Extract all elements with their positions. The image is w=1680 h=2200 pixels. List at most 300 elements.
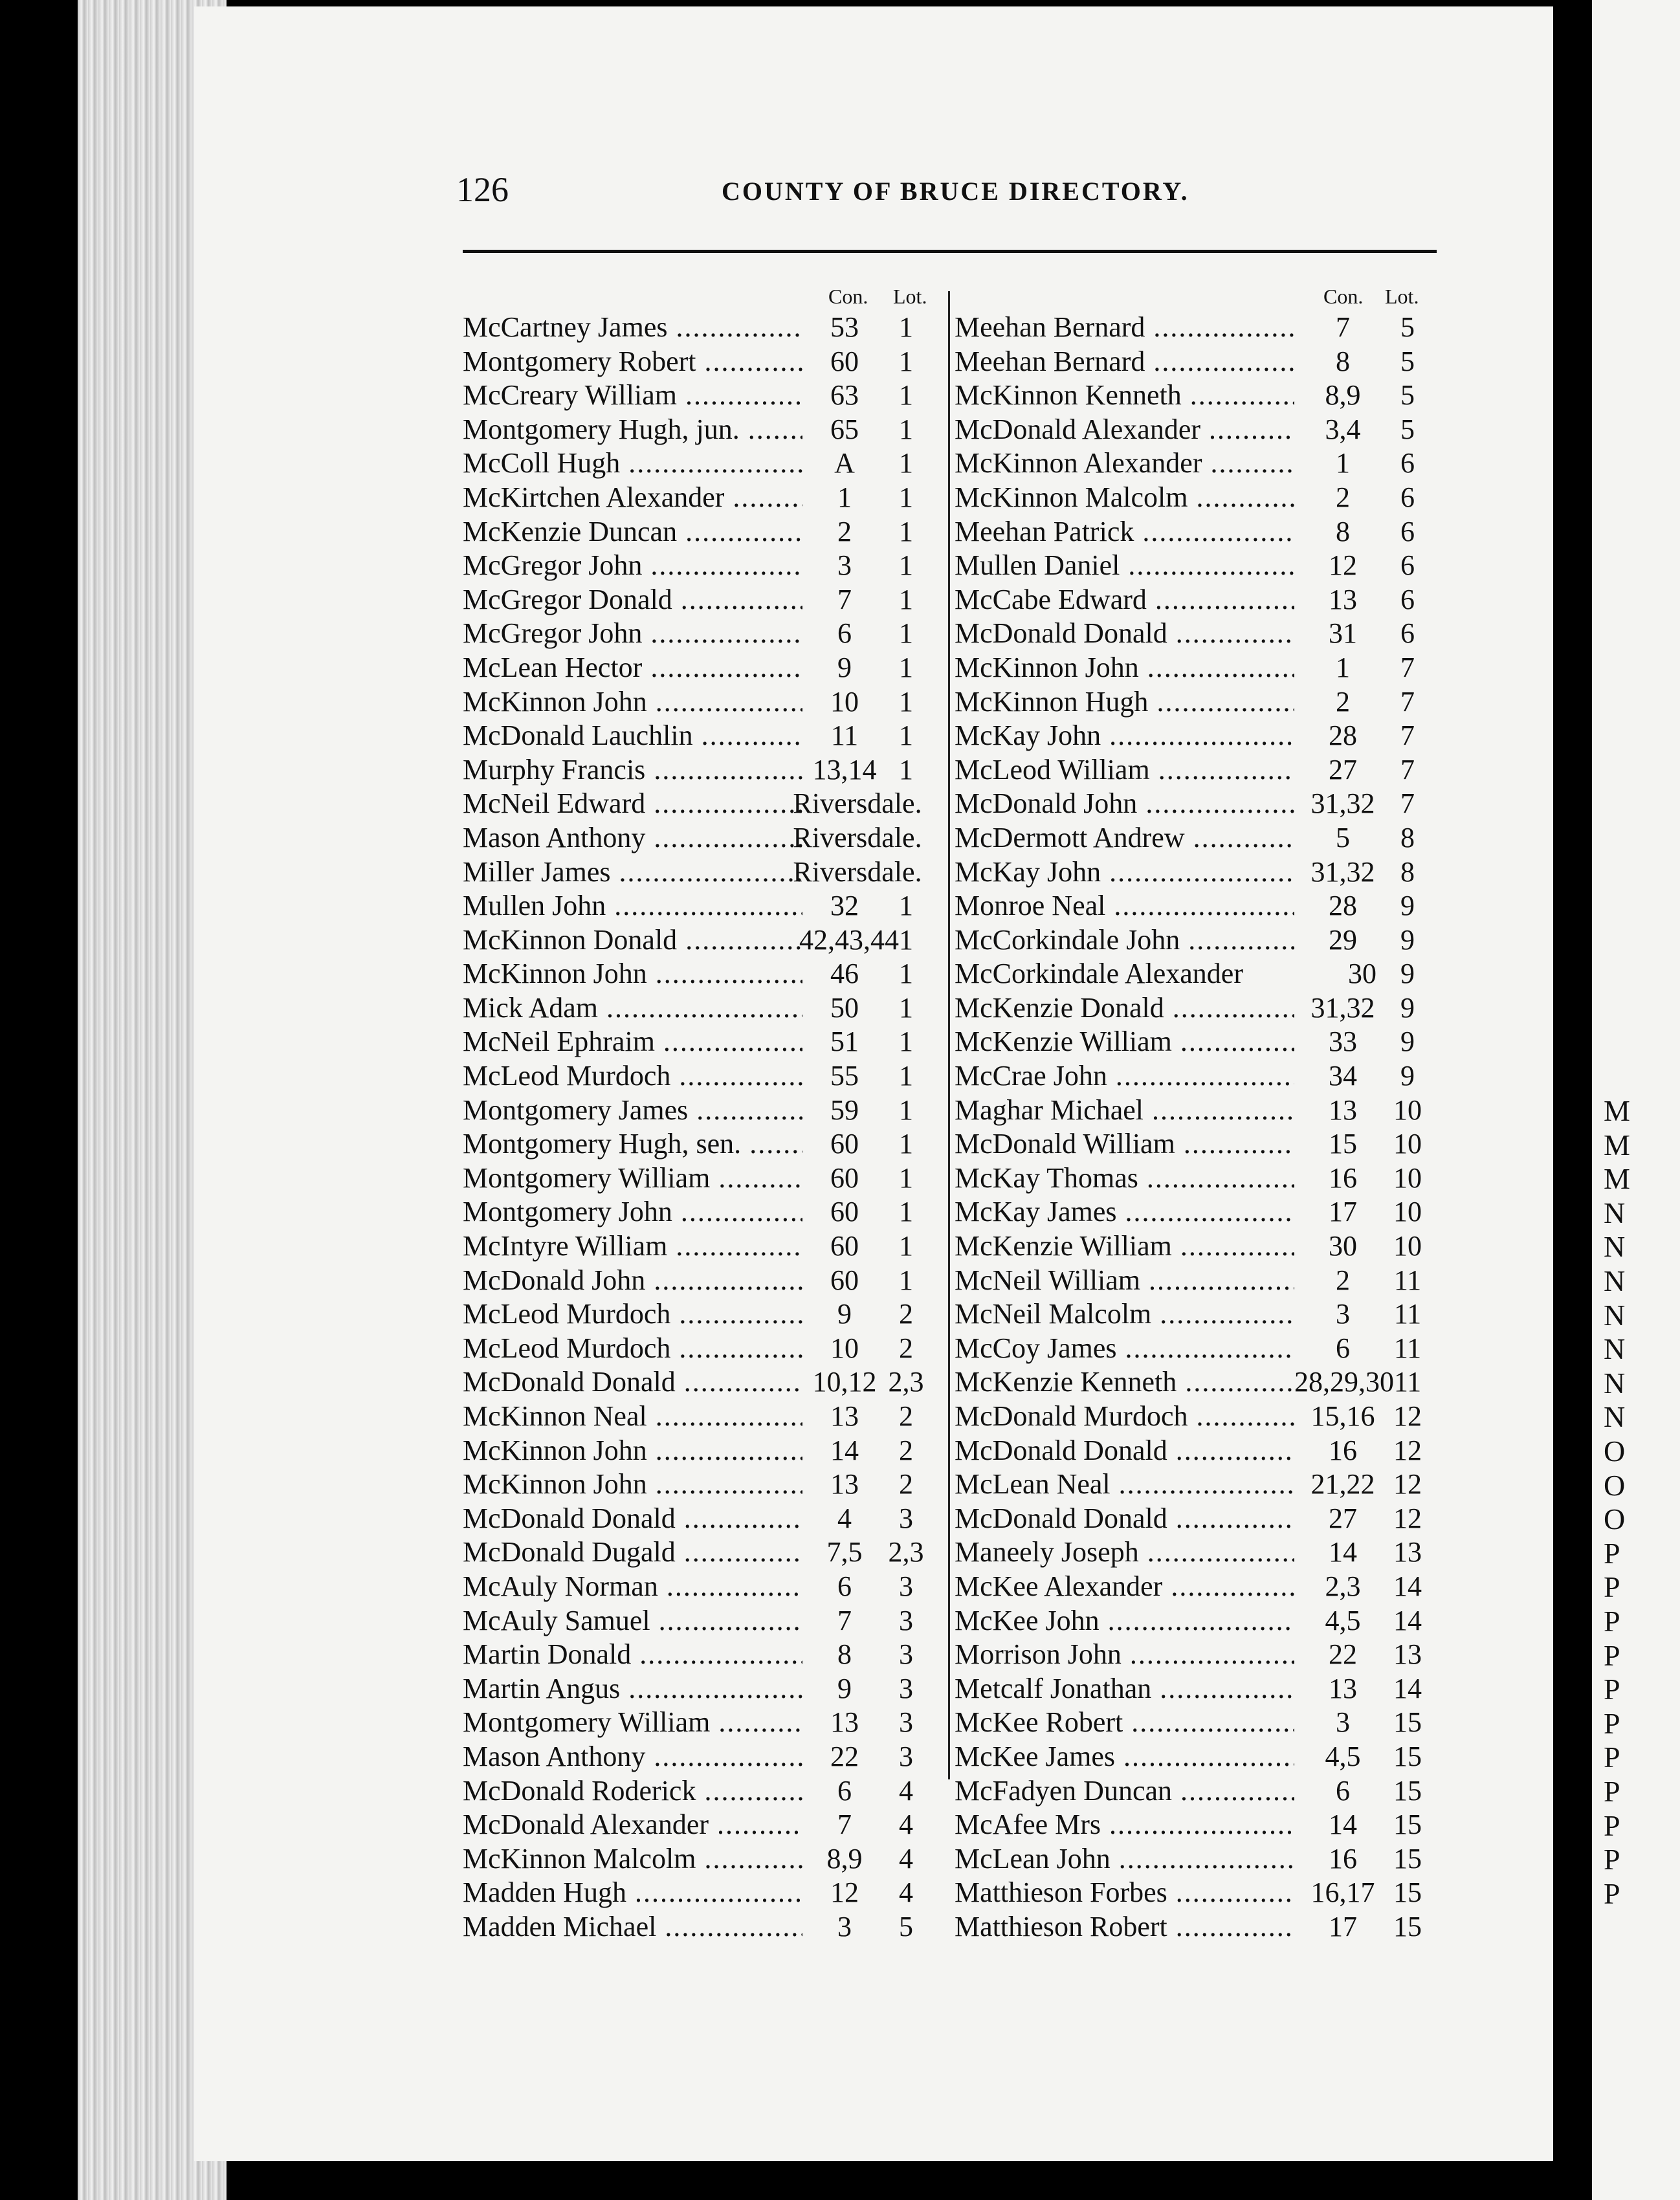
resident-name: Mick Adam .....	[463, 991, 802, 1025]
concession-value: 63	[830, 379, 859, 412]
resident-name: McDonald Lauchlin .....	[463, 719, 802, 753]
concession-value: 13	[1329, 1672, 1357, 1704]
concession-value: 1	[837, 481, 852, 513]
resident-name: McAuly Norman .....	[463, 1570, 802, 1603]
lot-value: 1	[899, 481, 913, 513]
facing-page-letter: O	[1604, 1435, 1626, 1468]
resident-name: McKirtchen Alexander .....	[463, 481, 802, 514]
concession-value: 21,22	[1310, 1468, 1375, 1501]
lot-value: 1	[899, 1264, 913, 1296]
lot-value: 1	[899, 1196, 913, 1228]
concession-value: 55	[830, 1060, 859, 1092]
list-item	[463, 1400, 942, 1434]
resident-name: McKinnon Malcolm .....	[955, 481, 1294, 514]
lot-value: 1	[899, 1094, 913, 1126]
concession-value: 10	[830, 1332, 859, 1364]
resident-name: McColl Hugh .....	[463, 446, 802, 480]
list-item	[955, 446, 1440, 481]
lot-value: 13	[1393, 1638, 1422, 1671]
resident-name: McLeod Murdoch .....	[463, 1059, 802, 1093]
lot-value: 9	[1400, 890, 1415, 922]
running-title: COUNTY OF BRUCE DIRECTORY.	[722, 177, 1189, 206]
lot-value: 1	[899, 651, 913, 683]
list-item	[463, 1025, 942, 1059]
resident-name: McLeod William .....	[955, 753, 1294, 787]
lot-value: 4	[899, 1774, 913, 1807]
lot-value: 5	[899, 1910, 913, 1942]
column-divider	[948, 291, 950, 1779]
resident-name: Meehan Patrick .....	[955, 515, 1294, 549]
list-item	[955, 1297, 1440, 1332]
concession-value: 9	[837, 1298, 852, 1330]
resident-name: Montgomery John .....	[463, 1195, 802, 1229]
lot-value: 14	[1393, 1604, 1422, 1636]
lot-value: 3	[899, 1740, 913, 1772]
concession-value: 50	[830, 991, 859, 1024]
resident-name: McCartney James .....	[463, 311, 802, 344]
lot-value: 7	[1400, 787, 1415, 820]
lot-value: 3	[899, 1604, 913, 1636]
resident-name: McNeil William .....	[955, 1264, 1294, 1297]
lot-value: 1	[899, 583, 913, 615]
list-item	[955, 1229, 1440, 1264]
list-item	[463, 855, 942, 890]
lot-value: 9	[1400, 958, 1415, 990]
resident-name: McKee James .....	[955, 1740, 1294, 1774]
concession-value: 13	[830, 1706, 859, 1739]
resident-name: Madden Michael .....	[463, 1910, 802, 1944]
lot-value: 1	[899, 311, 913, 343]
resident-name: McDonald John .....	[955, 787, 1294, 820]
list-item	[463, 1365, 942, 1400]
lot-value: 11	[1393, 1264, 1422, 1296]
lot-value: 1	[899, 720, 913, 752]
resident-name: Montgomery Hugh, sen. .....	[463, 1127, 802, 1161]
list-item	[955, 1774, 1440, 1809]
concession-value: 33	[1329, 1026, 1357, 1058]
list-item	[463, 1740, 942, 1774]
concession-value: 6	[1336, 1332, 1350, 1364]
list-item	[955, 345, 1440, 379]
list-item	[955, 1502, 1440, 1536]
resident-name: McKinnon Malcolm .....	[463, 1842, 802, 1876]
lot-value: 9	[1400, 1026, 1415, 1058]
resident-name: McKinnon John .....	[463, 1468, 802, 1501]
lot-value: 6	[1400, 447, 1415, 479]
directory-column-right	[955, 285, 1440, 1944]
lot-header: Lot.	[893, 285, 927, 308]
resident-name: McKinnon John .....	[463, 957, 802, 991]
list-item	[463, 1570, 942, 1604]
list-item	[955, 617, 1440, 651]
concession-value: 9	[837, 1672, 852, 1704]
resident-name: Matthieson Forbes .....	[955, 1876, 1294, 1909]
concession-value: 31,32	[1310, 787, 1375, 820]
list-item	[955, 1672, 1440, 1706]
lot-value: 1	[899, 685, 913, 718]
concession-value: 8	[1336, 515, 1350, 547]
lot-value: 1	[899, 447, 913, 479]
lot-value: 1	[899, 1060, 913, 1092]
list-item	[463, 345, 942, 379]
list-item	[463, 1332, 942, 1366]
lot-value: 10	[1393, 1196, 1422, 1228]
lot-value: 2	[899, 1434, 913, 1466]
concession-value: 13	[1329, 583, 1357, 615]
lot-value: 2	[899, 1400, 913, 1432]
lot-value: 6	[1400, 583, 1415, 615]
list-item	[463, 1535, 942, 1570]
facing-page-letter: M	[1604, 1128, 1630, 1161]
concession-value: 60	[830, 1230, 859, 1262]
concession-value: 15	[1329, 1128, 1357, 1160]
page-header	[456, 170, 1440, 215]
list-item	[955, 957, 1440, 991]
concession-value: 8,9	[826, 1842, 863, 1875]
facing-page-letter: N	[1604, 1332, 1626, 1366]
list-item	[463, 957, 942, 991]
concession-value: 6	[837, 1570, 852, 1602]
lot-value: 10	[1393, 1094, 1422, 1126]
concession-value: 2,3	[1325, 1570, 1361, 1602]
concession-value: 12	[830, 1876, 859, 1909]
list-item	[955, 1400, 1440, 1434]
resident-name: Mason Anthony .....	[463, 1740, 802, 1774]
lot-value: 14	[1393, 1570, 1422, 1602]
lot-value: 15	[1393, 1876, 1422, 1909]
resident-name: Meehan Bernard .....	[955, 311, 1294, 344]
concession-value: 60	[830, 1196, 859, 1228]
list-item	[463, 719, 942, 753]
concession-value: 34	[1329, 1060, 1357, 1092]
lot-value: 4	[899, 1876, 913, 1909]
lot-value: 1	[899, 991, 913, 1024]
facing-page-letter: P	[1604, 1809, 1620, 1842]
concession-value: 60	[830, 1128, 859, 1160]
concession-value: 60	[830, 345, 859, 377]
list-item	[955, 1127, 1440, 1161]
list-item	[463, 481, 942, 515]
list-item	[463, 379, 942, 413]
lot-value: 8	[1400, 855, 1415, 888]
concession-value: 31,32	[1310, 855, 1375, 888]
lot-value: 1	[899, 617, 913, 650]
concession-value: A	[834, 447, 855, 479]
resident-name: McKay James .....	[955, 1195, 1294, 1229]
concession-value: 3	[837, 549, 852, 582]
concession-value: 14	[1329, 1809, 1357, 1841]
list-item	[463, 311, 942, 345]
concession-value: 27	[1329, 1502, 1357, 1534]
concession-value: 7,5	[826, 1536, 863, 1568]
concession-value: 28,29,30	[1294, 1366, 1394, 1398]
list-item	[955, 379, 1440, 413]
lot-value: 5	[1400, 311, 1415, 343]
list-item	[955, 787, 1440, 821]
lot-value: 1	[899, 890, 913, 922]
lot-value: 1	[899, 345, 913, 377]
resident-name: McDonald Donald .....	[955, 617, 1294, 650]
resident-name: McDonald Donald .....	[463, 1502, 802, 1535]
list-item	[955, 1876, 1440, 1910]
lot-value: 1	[899, 923, 913, 956]
list-item	[463, 753, 942, 787]
lot-value: 11	[1393, 1366, 1422, 1398]
resident-name: McFadyen Duncan .....	[955, 1774, 1294, 1808]
resident-name: Montgomery William .....	[463, 1161, 802, 1195]
resident-name: Monroe Neal .....	[955, 889, 1294, 923]
lot-value: 15	[1393, 1910, 1422, 1942]
concession-value: 4,5	[1325, 1740, 1361, 1772]
list-item	[955, 923, 1440, 958]
resident-name: McLean Hector .....	[463, 651, 802, 685]
facing-page-letter: O	[1604, 1468, 1626, 1502]
list-item	[463, 1604, 942, 1638]
facing-page-letter: N	[1604, 1196, 1626, 1229]
list-item	[463, 1842, 942, 1876]
concession-value: 22	[830, 1740, 859, 1772]
lot-value: 12	[1393, 1434, 1422, 1466]
list-item	[463, 821, 942, 855]
list-item	[463, 1502, 942, 1536]
resident-name: McKenzie Duncan .....	[463, 515, 802, 549]
concession-value: Riversdale.	[793, 821, 922, 853]
list-item	[955, 1365, 1440, 1400]
resident-name: McKenzie Kenneth .....	[955, 1365, 1294, 1399]
concession-value: 32	[830, 890, 859, 922]
column-header	[463, 285, 942, 311]
facing-page-letter: P	[1604, 1843, 1620, 1876]
resident-name: McDermott Andrew .....	[955, 821, 1294, 855]
directory-column-left	[463, 285, 942, 1944]
concession-value: 13	[830, 1400, 859, 1432]
concession-value: 30	[1329, 1230, 1357, 1262]
resident-name: McGregor John .....	[463, 617, 802, 650]
concession-value: 31	[1329, 617, 1357, 650]
lot-value: 1	[899, 753, 913, 786]
concession-value: 16	[1329, 1842, 1357, 1875]
list-item	[463, 1161, 942, 1196]
concession-value: 30	[1348, 958, 1376, 990]
list-item	[955, 515, 1440, 549]
list-item	[463, 991, 942, 1026]
resident-name: Matthieson Robert .....	[955, 1910, 1294, 1944]
facing-page-letter: N	[1604, 1298, 1626, 1332]
concession-value: 51	[830, 1026, 859, 1058]
lot-value: 1	[899, 958, 913, 990]
list-item	[463, 1127, 942, 1161]
list-item	[955, 1808, 1440, 1842]
lot-value: 9	[1400, 923, 1415, 956]
resident-name: Murphy Francis .....	[463, 753, 802, 787]
concession-value: 60	[830, 1264, 859, 1296]
resident-name: McDonald William .....	[955, 1127, 1294, 1161]
list-item	[955, 821, 1440, 855]
list-item	[463, 1910, 942, 1944]
resident-name: Metcalf Jonathan .....	[955, 1672, 1294, 1706]
lot-value: 9	[1400, 991, 1415, 1024]
lot-header: Lot.	[1385, 285, 1419, 308]
resident-name: McCorkindale Alexander	[955, 958, 1243, 990]
lot-value: 1	[899, 1161, 913, 1194]
resident-name: Montgomery William .....	[463, 1706, 802, 1739]
resident-name: McKinnon John .....	[463, 685, 802, 719]
lot-value: 12	[1393, 1468, 1422, 1501]
list-item	[463, 1706, 942, 1740]
facing-page-letter: N	[1604, 1400, 1626, 1434]
resident-name: McDonald John .....	[463, 1264, 802, 1297]
column-header	[955, 285, 1440, 311]
con-header: Con.	[828, 285, 868, 308]
resident-name: McLeod Murdoch .....	[463, 1332, 802, 1365]
facing-page-letter: M	[1604, 1094, 1630, 1127]
concession-value: 27	[1329, 753, 1357, 786]
concession-value: 22	[1329, 1638, 1357, 1671]
facing-page-letter: P	[1604, 1876, 1620, 1910]
list-item	[955, 549, 1440, 583]
facing-page-strip	[1592, 0, 1680, 2200]
list-item	[955, 1025, 1440, 1059]
lot-value: 6	[1400, 617, 1415, 650]
resident-name: McLeod Murdoch .....	[463, 1297, 802, 1331]
list-item	[955, 1604, 1440, 1638]
list-item	[955, 1094, 1440, 1128]
resident-name: McDonald Dugald .....	[463, 1535, 802, 1569]
resident-name: Mullen John .....	[463, 889, 802, 923]
lot-value: 2	[899, 1298, 913, 1330]
list-item	[955, 719, 1440, 753]
list-item	[955, 1195, 1440, 1229]
list-item	[955, 311, 1440, 345]
resident-name: Miller James .....	[463, 855, 802, 889]
resident-name: McDonald Donald .....	[463, 1365, 802, 1399]
facing-page-letter: P	[1604, 1673, 1620, 1706]
list-item	[463, 1468, 942, 1502]
list-item	[955, 991, 1440, 1026]
concession-value: 17	[1329, 1910, 1357, 1942]
facing-page-letter: P	[1604, 1638, 1620, 1672]
facing-page-letter: P	[1604, 1706, 1620, 1740]
concession-value: 3	[837, 1910, 852, 1942]
list-item	[463, 1094, 942, 1128]
lot-value: 4	[899, 1842, 913, 1875]
list-item	[955, 1161, 1440, 1196]
lot-value: 3	[899, 1638, 913, 1671]
list-item	[955, 1535, 1440, 1570]
resident-name: McAfee Mrs .....	[955, 1808, 1294, 1842]
facing-page-letter: P	[1604, 1741, 1620, 1774]
lot-value: 3	[899, 1672, 913, 1704]
list-item	[463, 1059, 942, 1094]
list-item	[463, 1638, 942, 1672]
lot-value: 1	[899, 1128, 913, 1160]
list-item	[955, 685, 1440, 720]
resident-name: McDonald Donald .....	[955, 1434, 1294, 1468]
list-item	[955, 1570, 1440, 1604]
concession-value: 16	[1329, 1434, 1357, 1466]
list-item	[955, 481, 1440, 515]
list-item	[463, 515, 942, 549]
list-item	[955, 413, 1440, 447]
resident-name: McGregor John .....	[463, 549, 802, 582]
resident-name: McKay John .....	[955, 855, 1294, 889]
facing-page-letter: P	[1604, 1775, 1620, 1808]
lot-value: 11	[1393, 1298, 1422, 1330]
lot-value: 4	[899, 1809, 913, 1841]
list-item	[463, 787, 942, 821]
list-item	[955, 1264, 1440, 1298]
resident-name: Mullen Daniel .....	[955, 549, 1294, 582]
list-item	[955, 651, 1440, 685]
lot-value: 2,3	[888, 1366, 924, 1398]
list-item	[463, 1229, 942, 1264]
concession-value: 8,9	[1325, 379, 1361, 412]
lot-value: 14	[1393, 1672, 1422, 1704]
concession-value: 53	[830, 311, 859, 343]
facing-page-letter: P	[1604, 1536, 1620, 1570]
resident-name: McDonald Murdoch .....	[955, 1400, 1294, 1433]
resident-name: McLean John .....	[955, 1842, 1294, 1876]
resident-name: McNeil Edward .....	[463, 787, 802, 820]
concession-value: 13,14	[812, 753, 877, 786]
lot-value: 1	[899, 515, 913, 547]
resident-name: McKinnon Neal .....	[463, 1400, 802, 1433]
lot-value: 1	[899, 1026, 913, 1058]
facing-page-letter: O	[1604, 1502, 1626, 1536]
lot-value: 3	[899, 1706, 913, 1739]
concession-value: Riversdale.	[793, 855, 922, 888]
list-item	[463, 889, 942, 923]
concession-value: 7	[837, 583, 852, 615]
list-item	[955, 1910, 1440, 1944]
lot-value: 3	[899, 1570, 913, 1602]
resident-name: Morrison John .....	[955, 1638, 1294, 1671]
concession-value: 60	[830, 1161, 859, 1194]
resident-name: McNeil Ephraim .....	[463, 1025, 802, 1059]
resident-name: McKee Robert .....	[955, 1706, 1294, 1739]
entry-list	[955, 311, 1440, 1944]
resident-name: McDonald Roderick .....	[463, 1774, 802, 1808]
resident-name: Martin Angus .....	[463, 1672, 802, 1706]
lot-value: 15	[1393, 1809, 1422, 1841]
list-item	[463, 1264, 942, 1298]
list-item	[955, 1842, 1440, 1876]
list-item	[955, 889, 1440, 923]
facing-page-letter: M	[1604, 1162, 1630, 1196]
lot-value: 9	[1400, 1060, 1415, 1092]
lot-value: 15	[1393, 1706, 1422, 1739]
concession-value: 9	[837, 651, 852, 683]
resident-name: McKenzie Donald .....	[955, 991, 1294, 1025]
resident-name: McCabe Edward .....	[955, 583, 1294, 617]
resident-name: Maghar Michael .....	[955, 1094, 1294, 1127]
concession-value: 4	[837, 1502, 852, 1534]
list-item	[955, 1706, 1440, 1740]
list-item	[463, 651, 942, 685]
con-header: Con.	[1323, 285, 1364, 308]
concession-value: 6	[837, 1774, 852, 1807]
list-item	[955, 1332, 1440, 1366]
facing-page-letter: N	[1604, 1366, 1626, 1400]
resident-name: McKinnon Hugh .....	[955, 685, 1294, 719]
resident-name: McKenzie William .....	[955, 1025, 1294, 1059]
concession-value: 12	[1329, 549, 1357, 582]
resident-name: McCreary William .....	[463, 379, 802, 412]
lot-value: 6	[1400, 549, 1415, 582]
lot-value: 7	[1400, 753, 1415, 786]
concession-value: 16,17	[1310, 1876, 1375, 1909]
concession-value: 6	[1336, 1774, 1350, 1807]
